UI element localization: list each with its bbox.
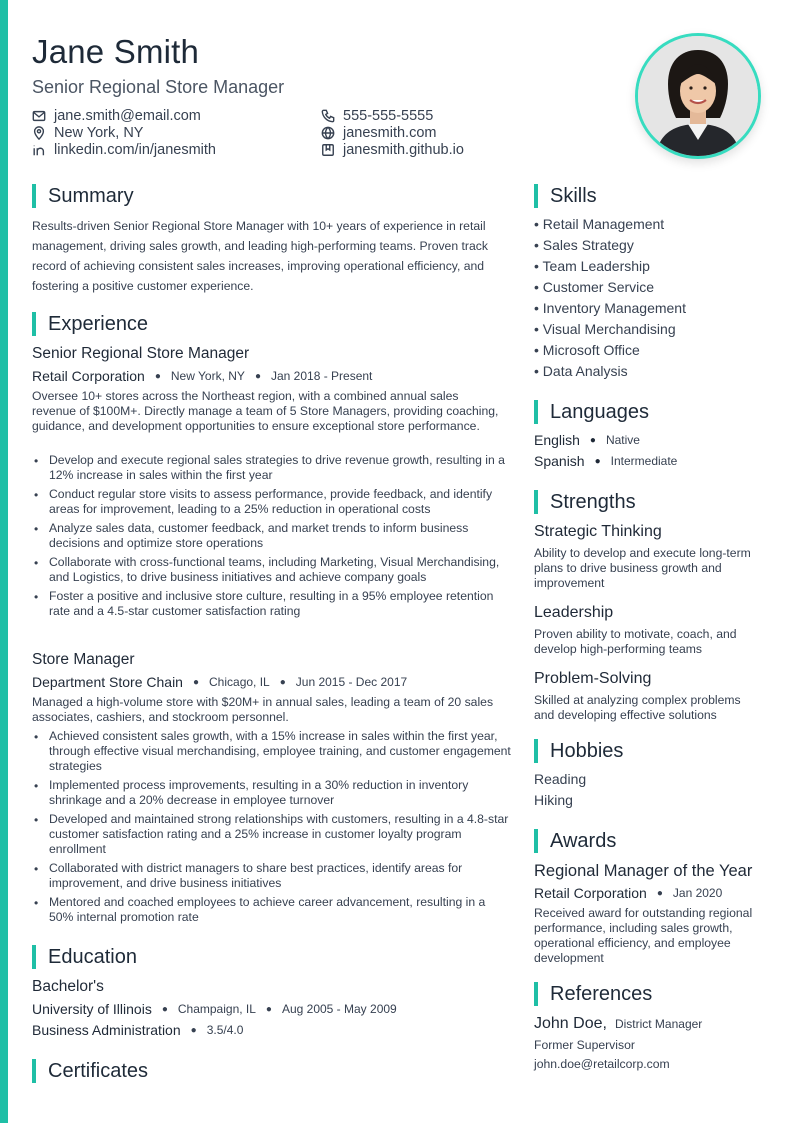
job-location-2: Chicago, IL	[209, 675, 270, 689]
summary-text: Results-driven Senior Regional Store Manager with 10+ years of experience in retail management, driving sales growth, and leading high-performing teams. Proven track record of achieving consistent sales increases, improving operational efficiency, and fostering a positive customer experience.	[32, 219, 488, 293]
bookmark-icon	[321, 143, 335, 157]
skill-item: • Retail Management	[534, 216, 665, 232]
job-company-2: Department Store Chain	[32, 674, 183, 690]
section-strengths-title: Strengths	[550, 490, 636, 513]
education-dates: Aug 2005 - May 2009	[281, 1002, 397, 1016]
section-certificates	[32, 1059, 148, 1083]
language-row: Spanish ● Intermediate	[534, 453, 678, 469]
reference-role: District Manager	[614, 1017, 703, 1031]
list-item: • Foster a positive and inclusive store culture, resulting in a 95% employee retention rate and a 4.5-star customer satisfaction rating	[32, 589, 512, 619]
job-title-1: Senior Regional Store Manager	[32, 345, 250, 362]
education-gpa: 3.5/4.0	[206, 1023, 244, 1037]
website-text: janesmith.com	[343, 125, 437, 141]
strength-description: Skilled at analyzing complex problems and developing effective solutions	[534, 693, 741, 722]
section-skills	[534, 184, 597, 208]
skill-item: • Data Analysis	[534, 363, 628, 379]
job-description-1: Oversee 10+ stores across the Northeast region, with a combined annual sales revenue of $100M+. Directly manage a team of 5 Store Managers, providing coaching, guidance, and development opportunities to ensure exceptional store performance.	[32, 389, 499, 433]
reference-relation: Former Supervisor	[534, 1038, 635, 1052]
section-references-title: References	[550, 982, 653, 1005]
contact-location	[32, 125, 143, 141]
strength-description: Ability to develop and execute long-term plans to drive business growth and improvement	[534, 546, 751, 590]
language-row: English ● Native	[534, 432, 640, 448]
section-awards	[534, 829, 616, 853]
email-text: jane.smith@email.com	[54, 108, 201, 124]
section-languages-title: Languages	[550, 400, 649, 423]
language-name: English	[534, 432, 580, 448]
list-item: • Collaborated with district managers to share best practices, identify areas for improvement, and drive business initiatives	[32, 861, 512, 891]
job-meta-1: Retail Corporation ● New York, NY ● Jan 2018 - Present	[32, 368, 373, 384]
education-school: University of Illinois	[32, 1001, 152, 1017]
contact-linkedin[interactable]	[32, 142, 216, 158]
phone-icon	[321, 109, 335, 123]
section-skills-title: Skills	[550, 184, 597, 207]
section-summary-title: Summary	[48, 184, 134, 207]
section-strengths	[534, 490, 636, 514]
github-text: janesmith.github.io	[343, 142, 464, 158]
section-experience-title: Experience	[48, 312, 149, 335]
strength-title: Problem-Solving	[534, 670, 652, 687]
education-meta: University of Illinois ● Champaign, IL ● Aug 2005 - May 2009	[32, 1001, 397, 1017]
reference-email[interactable]: john.doe@retailcorp.com	[534, 1057, 670, 1071]
list-item: • Develop and execute regional sales strategies to drive revenue growth, resulting in a 12% increase in sales within the first year	[32, 453, 512, 483]
accent-bar	[0, 0, 8, 1123]
section-experience	[32, 312, 148, 336]
list-item: • Collaborate with cross-functional teams, including Marketing, Visual Merchandising, and Logistics, to drive business initiatives and achieve company goals	[32, 555, 512, 585]
reference-header	[534, 1015, 702, 1033]
list-item: • Achieved consistent sales growth, with a 15% increase in sales within the first year, through effective visual merchandising, employee training, and customer engagement strategies	[32, 729, 512, 774]
skill-item: • Team Leadership	[534, 258, 650, 274]
strength-description: Proven ability to motivate, coach, and develop high-performing teams	[534, 627, 737, 656]
job-title-2: Store Manager	[32, 651, 135, 668]
job-dates-1: Jan 2018 - Present	[270, 369, 373, 383]
hobby-item: Hiking	[534, 792, 573, 808]
list-item: • Conduct regular store visits to assess performance, provide feedback, and identify areas for improvement, leading to a 25% reduction in operational costs	[32, 487, 512, 517]
job-bullets-1	[32, 453, 512, 623]
phone-text: 555-555-5555	[343, 108, 434, 124]
skill-item: • Visual Merchandising	[534, 321, 676, 337]
award-title: Regional Manager of the Year	[534, 862, 753, 880]
job-location-1: New York, NY	[170, 369, 245, 383]
award-org: Retail Corporation	[534, 885, 647, 901]
job-dates-2: Jun 2015 - Dec 2017	[295, 675, 408, 689]
skills-list	[534, 214, 686, 382]
candidate-headline: Senior Regional Store Manager	[32, 77, 285, 97]
education-field: Business Administration	[32, 1022, 181, 1038]
section-references	[534, 982, 652, 1006]
job-meta-2: Department Store Chain ● Chicago, IL ● Jun 2015 - Dec 2017	[32, 674, 408, 690]
list-item: • Analyze sales data, customer feedback, and market trends to inform business decisions and optimize store operations	[32, 521, 512, 551]
section-education-title: Education	[48, 945, 137, 968]
mail-icon	[32, 109, 46, 123]
section-hobbies-title: Hobbies	[550, 739, 624, 762]
award-date: Jan 2020	[672, 886, 723, 900]
profile-photo	[635, 33, 761, 159]
education-field-row: Business Administration ● 3.5/4.0	[32, 1022, 244, 1038]
language-level: Intermediate	[610, 454, 678, 468]
section-certificates-title: Certificates	[48, 1059, 149, 1082]
language-name: Spanish	[534, 453, 585, 469]
skill-item: • Inventory Management	[534, 300, 686, 316]
job-description-2: Managed a high-volume store with $20M+ in annual sales, leading a team of 20 sales associates, cashiers, and stockroom personnel.	[32, 695, 494, 724]
contact-email[interactable]	[32, 108, 201, 124]
section-awards-title: Awards	[550, 829, 617, 852]
resume-header	[32, 32, 632, 158]
list-item: • Implemented process improvements, resulting in a 30% reduction in inventory shrinkage and a 20% decrease in employee turnover	[32, 778, 512, 808]
award-description: Received award for outstanding regional performance, including sales growth, operational efficiency, and employee development	[534, 906, 753, 965]
section-summary	[32, 184, 134, 208]
education-location: Champaign, IL	[177, 1002, 256, 1016]
contact-phone[interactable]	[321, 108, 433, 124]
list-item: • Mentored and coached employees to achieve career advancement, resulting in a 50% internal promotion rate	[32, 895, 512, 925]
section-education	[32, 945, 137, 969]
linkedin-text: linkedin.com/in/janesmith	[54, 142, 216, 158]
language-level: Native	[605, 433, 640, 447]
strength-title: Leadership	[534, 604, 614, 621]
location-text: New York, NY	[54, 125, 144, 141]
job-bullets-2	[32, 729, 512, 929]
globe-icon	[321, 126, 335, 140]
section-languages	[534, 400, 649, 424]
skill-item: • Sales Strategy	[534, 237, 634, 253]
reference-name: John Doe,	[534, 1015, 607, 1032]
skill-item: • Microsoft Office	[534, 342, 640, 358]
hobby-item: Reading	[534, 771, 587, 787]
strength-title: Strategic Thinking	[534, 523, 662, 540]
linkedin-icon	[32, 143, 46, 157]
list-item: • Developed and maintained strong relationships with customers, resulting in a 4.8-star customer satisfaction rating and a 25% increase in customer loyalty program enrollment	[32, 812, 512, 857]
contact-website[interactable]	[321, 125, 436, 141]
contact-github[interactable]	[321, 142, 464, 158]
skill-item: • Customer Service	[534, 279, 655, 295]
award-meta: Retail Corporation ● Jan 2020	[534, 885, 723, 901]
candidate-name: Jane Smith	[32, 33, 200, 70]
job-company-1: Retail Corporation	[32, 368, 145, 384]
location-pin-icon	[32, 126, 46, 140]
section-hobbies	[534, 739, 623, 763]
education-degree: Bachelor's	[32, 978, 104, 995]
